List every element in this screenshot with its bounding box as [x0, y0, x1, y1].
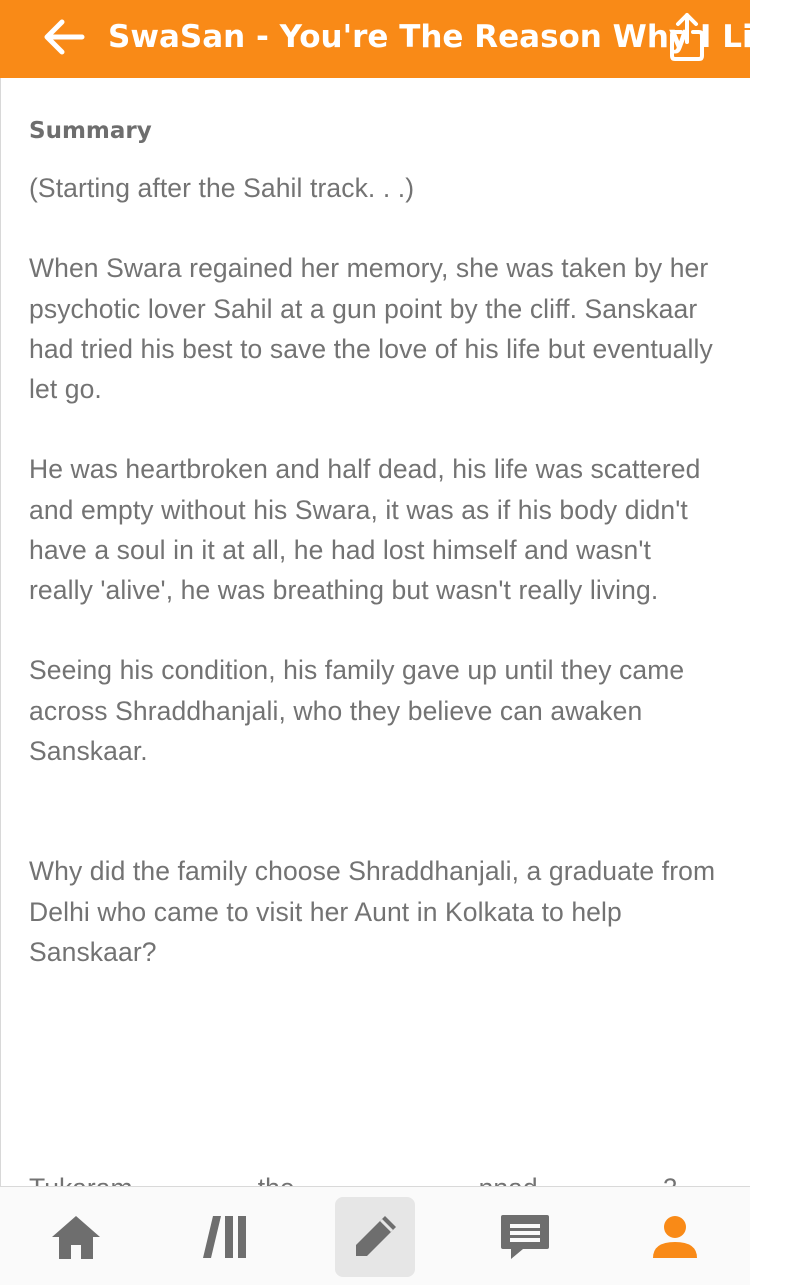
nav-write-button[interactable] — [335, 1197, 415, 1277]
home-icon — [50, 1213, 102, 1261]
arrow-left-icon — [42, 19, 84, 55]
summary-paragraph: Why did the family choose Shraddhanjali, a graduate from Delhi who came to visit her Aunt in Kolkata to help Sanskaar? — [29, 856, 716, 967]
message-icon — [499, 1213, 551, 1261]
story-details[interactable] — [0, 78, 750, 1186]
back-button[interactable] — [40, 14, 86, 60]
summary-heading: Summary — [29, 118, 152, 144]
summary-body — [29, 168, 719, 972]
nav-profile-button[interactable] — [635, 1197, 715, 1277]
nav-library-button[interactable] — [186, 1197, 266, 1277]
summary-paragraph: When Swara regained her memory, she was taken by her psychotic lover Sahil at a gun point by the cliff. Sanskaar had tried his best to save the love of his life but eventually let go. — [29, 253, 713, 404]
share-icon — [669, 12, 705, 62]
story-title: SwaSan - You're The Reason Why I Live — [108, 19, 794, 55]
summary-paragraph: (Starting after the Sahil track. . .) — [29, 173, 415, 203]
summary-paragraph: Seeing his condition, his family gave up until they came across Shraddhanjali, who they believe can awaken Sanskaar. — [29, 655, 685, 766]
bottom-navigation — [0, 1186, 750, 1285]
share-button[interactable] — [664, 8, 710, 66]
nav-messages-button[interactable] — [485, 1197, 565, 1277]
summary-paragraph: He was heartbroken and half dead, his life was scattered and empty without his Swara, it was as if his body didn't have a soul in it at all, he had lost himself and wasn't really 'alive', he was breathing but wasn't really living. — [29, 454, 701, 605]
library-icon — [201, 1214, 251, 1260]
profile-icon — [651, 1214, 699, 1260]
pencil-icon — [350, 1212, 400, 1262]
nav-home-button[interactable] — [36, 1197, 116, 1277]
top-app-bar — [0, 0, 794, 78]
